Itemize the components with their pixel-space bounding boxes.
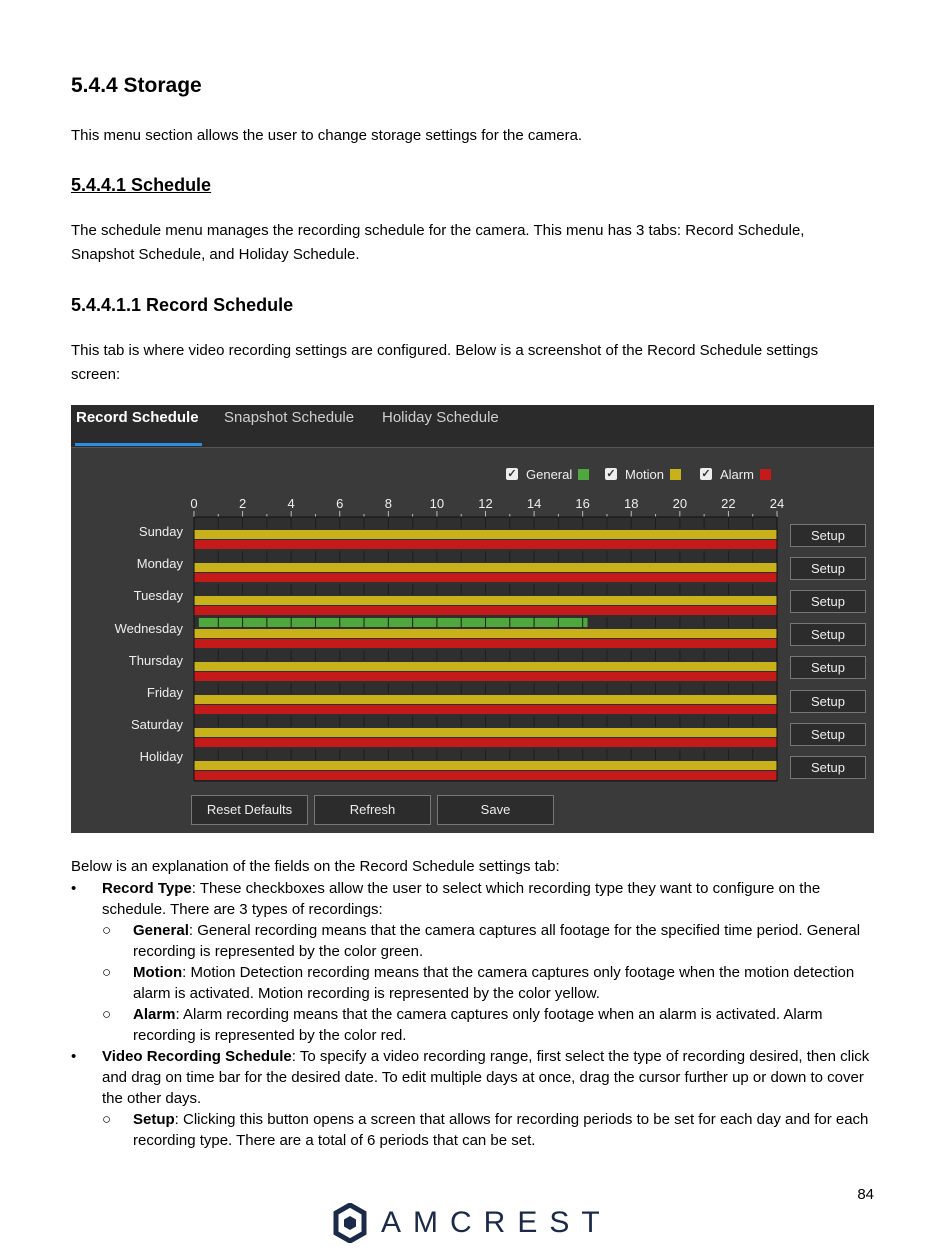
bullet-icon: • [71, 880, 77, 897]
alarm-bar-saturday [194, 738, 777, 747]
motion-bar-friday [194, 695, 777, 704]
schedule-timeline-grid[interactable] [71, 405, 874, 833]
list-item [71, 878, 881, 920]
alarm-bar-sunday [194, 540, 777, 549]
description: : General recording means that the camera captures all footage for the specified time period. General recording is represented by the color green. [133, 922, 861, 960]
day-label-holiday: Holiday [139, 749, 183, 765]
hour-label: 2 [238, 496, 247, 511]
record-schedule-screenshot [71, 405, 874, 833]
alarm-bar-friday [194, 705, 777, 714]
motion-bar-monday [194, 563, 777, 572]
description: : To specify a video recording range, first select the type of recording desired, then click and drag on time bar for the desired date. To edit multiple days at once, drag the cursor further up or down to cover the other days. [102, 1048, 870, 1107]
checkbox-checked-icon[interactable]: ✓ [701, 468, 711, 480]
record-paragraph: This tab is where video recording settings are configured. Below is a screenshot of the Record Schedule settings screen: [71, 342, 819, 383]
list-item [71, 1046, 881, 1109]
circle-bullet-icon: ○ [102, 964, 112, 981]
tab-holiday-schedule[interactable]: Holiday Schedule [382, 409, 499, 426]
list-item [40, 962, 881, 1004]
reset-defaults-button[interactable]: Reset Defaults [191, 795, 308, 825]
setup-button-sunday[interactable]: Setup [790, 524, 866, 547]
day-label-sunday: Sunday [138, 524, 183, 539]
term: General [133, 922, 189, 939]
term: Motion [133, 964, 183, 981]
day-label-monday: Monday [136, 556, 183, 572]
refresh-button[interactable]: Refresh [314, 795, 431, 825]
intro-paragraph: This menu section allows the user to change storage settings for the camera. [71, 127, 583, 144]
circle-bullet-icon: ○ [102, 1006, 112, 1023]
setup-button-tuesday[interactable]: Setup [790, 590, 866, 613]
term: Record Type [102, 880, 192, 897]
motion-bar-holiday [194, 761, 777, 770]
legend-label: Motion [625, 466, 665, 482]
list-item [40, 1109, 881, 1151]
list-item [40, 1004, 881, 1046]
circle-bullet-icon: ○ [102, 922, 112, 939]
hour-label: 14 [526, 496, 542, 511]
general-bar-wednesday [199, 618, 588, 627]
amcrest-logo [333, 1203, 612, 1243]
hour-label: 20 [672, 496, 688, 511]
field-explanations [71, 878, 881, 1151]
motion-bar-wednesday [194, 629, 777, 638]
setup-button-wednesday[interactable]: Setup [790, 623, 866, 646]
legend-label: General [526, 466, 573, 482]
logo-text: AMCREST [381, 1206, 612, 1239]
save-button[interactable]: Save [437, 795, 554, 825]
heading-storage: 5.4.4 Storage [71, 74, 202, 97]
schedule-paragraph: The schedule menu manages the recording schedule for the camera. This menu has 3 tabs: Record Schedule, Snapshot Schedule, and Holiday Schedule. [71, 222, 805, 263]
hour-label: 10 [429, 496, 445, 511]
description: : These checkboxes allow the user to select which recording type they want to configure on the schedule. There are 3 types of recordings: [102, 880, 821, 918]
tab-record-schedule[interactable]: Record Schedule [76, 409, 199, 426]
hour-label: 8 [384, 496, 392, 511]
description: : Clicking this button opens a screen that allows for recording periods to be set for each day and for each recording type. There are a total of 6 periods that can be set. [133, 1111, 869, 1149]
setup-button-holiday[interactable]: Setup [790, 756, 866, 779]
hour-label: 18 [624, 496, 639, 511]
alarm-bar-wednesday [194, 639, 777, 648]
page-number: 84 [857, 1186, 874, 1203]
alarm-bar-tuesday [194, 606, 777, 615]
motion-bar-sunday [194, 530, 777, 539]
heading-schedule: 5.4.4.1 Schedule [71, 175, 212, 195]
hour-label: 22 [721, 496, 736, 511]
circle-bullet-icon: ○ [102, 1111, 112, 1128]
hour-label: 12 [478, 496, 493, 511]
day-label-friday: Friday [146, 685, 183, 700]
description: : Motion Detection recording means that the camera captures only footage when the motion detection alarm is activated. Motion recording is represented by the color yellow. [133, 964, 855, 1002]
setup-button-friday[interactable]: Setup [790, 690, 866, 713]
setup-button-monday[interactable]: Setup [790, 557, 866, 580]
hour-label: 16 [575, 496, 590, 511]
legend-label: Alarm [720, 466, 754, 482]
list-item [40, 920, 881, 962]
term: Setup [133, 1111, 175, 1128]
checkbox-checked-icon[interactable]: ✓ [507, 468, 517, 480]
setup-button-saturday[interactable]: Setup [790, 723, 866, 746]
amcrest-hexagon-icon [333, 1203, 367, 1243]
motion-bar-thursday [194, 662, 777, 671]
day-label-wednesday: Wednesday [114, 620, 183, 636]
term: Alarm [133, 1006, 176, 1023]
term: Video Recording Schedule [102, 1048, 292, 1065]
hour-label: 24 [769, 496, 785, 511]
motion-bar-tuesday [194, 596, 777, 605]
alarm-bar-monday [194, 573, 777, 582]
tab-snapshot-schedule[interactable]: Snapshot Schedule [224, 409, 355, 426]
checkbox-checked-icon[interactable]: ✓ [606, 468, 616, 480]
explanation-intro: Below is an explanation of the fields on the Record Schedule settings tab: [71, 858, 560, 875]
day-label-saturday: Saturday [130, 717, 183, 733]
description: : Alarm recording means that the camera captures only footage when an alarm is activated. Alarm recording is represented by the color red. [133, 1006, 823, 1044]
hour-label: 4 [287, 496, 295, 511]
motion-bar-saturday [194, 728, 777, 737]
hour-label: 6 [336, 496, 344, 511]
bullet-icon: • [71, 1048, 77, 1065]
setup-button-thursday[interactable]: Setup [790, 656, 866, 679]
alarm-bar-thursday [194, 672, 777, 681]
day-label-thursday: Thursday [128, 652, 183, 668]
day-label-tuesday: Tuesday [133, 588, 183, 604]
hour-label: 0 [190, 496, 198, 511]
heading-record-schedule: 5.4.4.1.1 Record Schedule [71, 295, 294, 315]
alarm-bar-holiday [194, 771, 777, 780]
